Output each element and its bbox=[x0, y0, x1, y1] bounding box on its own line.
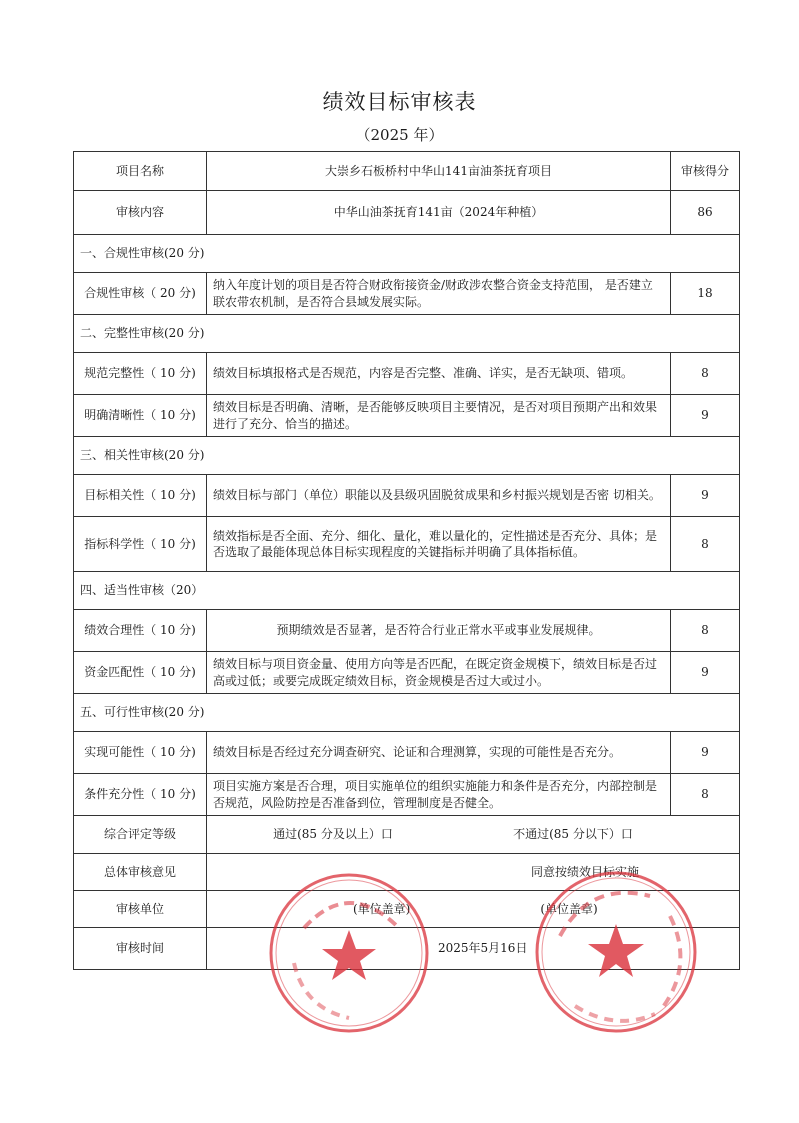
criterion-score: 9 bbox=[671, 732, 740, 774]
fail-option[interactable]: 不通过(85 分以下）口 bbox=[513, 827, 633, 842]
criterion-description: 绩效目标与项目资金量、使用方向等是否匹配，在既定资金规模下，绩效目标是否过高或过低；或要完成既定绩效目标，资金规模是否过大或过小。 bbox=[207, 652, 671, 694]
criterion-description: 绩效目标填报格式是否规范，内容是否完整、准确、详实，是否无缺项、错项。 bbox=[207, 353, 671, 395]
section-title: 三、相关性审核(20 分) bbox=[74, 437, 740, 475]
opinion-text: 同意按绩效目标实施 bbox=[531, 864, 640, 879]
section-title: 一、合规性审核(20 分) bbox=[74, 235, 740, 273]
pass-option[interactable]: 通过(85 分及以上）口 bbox=[273, 827, 393, 842]
review-table bbox=[73, 151, 740, 970]
criterion-score: 9 bbox=[671, 395, 740, 437]
section-row bbox=[74, 437, 740, 475]
criterion-row bbox=[74, 517, 740, 572]
time-row bbox=[74, 928, 740, 970]
criterion-description: 预期绩效是否显著，是否符合行业正常水平或事业发展规律。 bbox=[207, 610, 671, 652]
criterion-row bbox=[74, 774, 740, 816]
section-row bbox=[74, 694, 740, 732]
criterion-score: 18 bbox=[671, 273, 740, 315]
criterion-description: 绩效目标是否经过充分调查研究、论证和合理测算，实现的可能性是否充分。 bbox=[207, 732, 671, 774]
rating-options bbox=[207, 816, 740, 854]
criterion-description: 绩效指标是否全面、充分、细化、量化，难以量化的，定性描述是否充分、具体；是否选取了最能体现总体目标实现程度的关键指标并明确了具体指标值。 bbox=[207, 517, 671, 572]
criterion-score: 8 bbox=[671, 774, 740, 816]
criterion-score: 8 bbox=[671, 610, 740, 652]
section-row bbox=[74, 235, 740, 273]
criterion-row bbox=[74, 732, 740, 774]
criterion-description: 绩效目标与部门（单位）职能以及县级巩固脱贫成果和乡村振兴规划是否密 切相关。 bbox=[207, 475, 671, 517]
unit-value bbox=[207, 891, 740, 928]
criterion-label: 规范完整性（ 10 分) bbox=[74, 353, 207, 395]
content-value: 中华山油茶抚育141亩（2024年种植） bbox=[207, 191, 671, 235]
unit-seal-right: (单位盖章) bbox=[540, 901, 598, 916]
criterion-label: 指标科学性（ 10 分) bbox=[74, 517, 207, 572]
criterion-row bbox=[74, 273, 740, 315]
criterion-description: 绩效目标是否明确、清晰，是否能够反映项目主要情况，是否对项目预期产出和效果进行了充分、恰当的描述。 bbox=[207, 395, 671, 437]
opinion-row bbox=[74, 854, 740, 891]
unit-label: 审核单位 bbox=[74, 891, 207, 928]
section-row bbox=[74, 315, 740, 353]
opinion-label: 总体审核意见 bbox=[74, 854, 207, 891]
criterion-label: 合规性审核（ 20 分) bbox=[74, 273, 207, 315]
criterion-label: 实现可能性（ 10 分) bbox=[74, 732, 207, 774]
time-value bbox=[207, 928, 740, 970]
rating-label: 综合评定等级 bbox=[74, 816, 207, 854]
unit-row bbox=[74, 891, 740, 928]
criterion-score: 8 bbox=[671, 353, 740, 395]
criterion-label: 资金匹配性（ 10 分) bbox=[74, 652, 207, 694]
criterion-score: 9 bbox=[671, 652, 740, 694]
criterion-row bbox=[74, 652, 740, 694]
total-score: 86 bbox=[671, 191, 740, 235]
document-year: （2025 年） bbox=[355, 126, 444, 144]
project-name-row bbox=[74, 152, 740, 191]
opinion-value bbox=[207, 854, 740, 891]
criterion-label: 条件充分性（ 10 分) bbox=[74, 774, 207, 816]
criterion-score: 9 bbox=[671, 475, 740, 517]
time-label: 审核时间 bbox=[74, 928, 207, 970]
section-title: 二、完整性审核(20 分) bbox=[74, 315, 740, 353]
section-title: 五、可行性审核(20 分) bbox=[74, 694, 740, 732]
content-label: 审核内容 bbox=[74, 191, 207, 235]
rating-row bbox=[74, 816, 740, 854]
criterion-row bbox=[74, 395, 740, 437]
criterion-row bbox=[74, 353, 740, 395]
criterion-row bbox=[74, 610, 740, 652]
criterion-description: 项目实施方案是否合理，项目实施单位的组织实施能力和条件是否充分，内部控制是否规范，风险防控是否准备到位，管理制度是否健全。 bbox=[207, 774, 671, 816]
criterion-score: 8 bbox=[671, 517, 740, 572]
criterion-label: 目标相关性（ 10 分) bbox=[74, 475, 207, 517]
document-title: 绩效目标审核表 bbox=[322, 90, 477, 114]
score-header: 审核得分 bbox=[671, 152, 740, 191]
content-row bbox=[74, 191, 740, 235]
project-name-label: 项目名称 bbox=[74, 152, 207, 191]
section-row bbox=[74, 572, 740, 610]
criterion-row bbox=[74, 475, 740, 517]
section-title: 四、适当性审核（20） bbox=[74, 572, 740, 610]
criterion-label: 明确清晰性（ 10 分) bbox=[74, 395, 207, 437]
criterion-label: 绩效合理性（ 10 分) bbox=[74, 610, 207, 652]
project-name-value: 大崇乡石板桥村中华山141亩油茶抚育项目 bbox=[207, 152, 671, 191]
unit-seal-left: (单位盖章) bbox=[353, 901, 411, 916]
time-text: 2025年5月16日 bbox=[438, 941, 528, 956]
criterion-description: 纳入年度计划的项目是否符合财政衔接资金/财政涉农整合资金支持范围， 是否建立联农带农机制，是否符合县域发展实际。 bbox=[207, 273, 671, 315]
